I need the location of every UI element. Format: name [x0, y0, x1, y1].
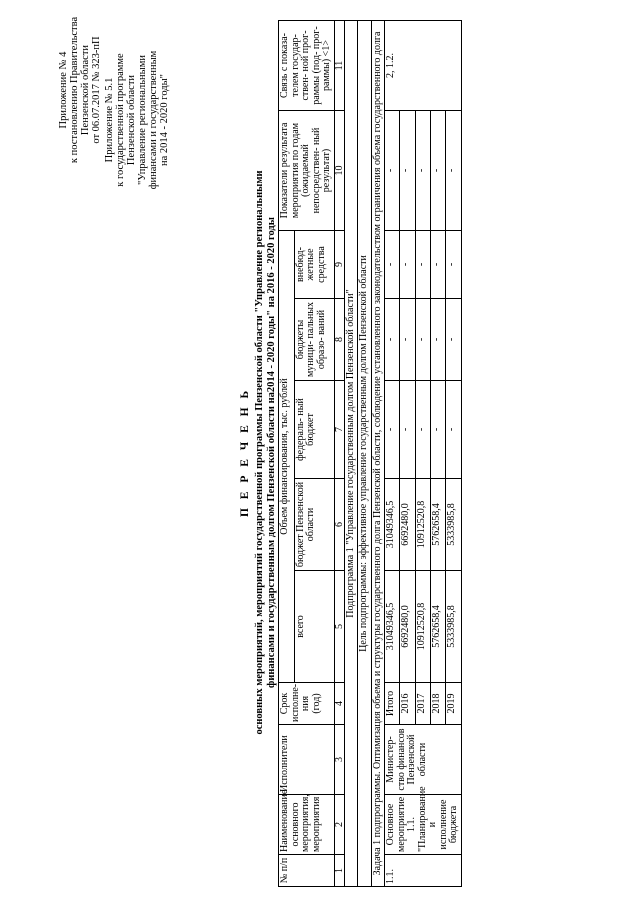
- goal-label: Цель подпрограммы: эффективное управление государственным долгом Пензенской области: [358, 21, 372, 887]
- column-number: 9: [334, 231, 344, 299]
- cell-year: 2019: [446, 683, 461, 725]
- cell-municipal: -: [446, 299, 461, 381]
- cell-extra: -: [385, 231, 400, 299]
- appendix-sub-block: [104, 35, 170, 205]
- appendix-line: Пензенской области: [126, 74, 137, 166]
- header-municipal: бюджеты муници- пальных образо- ваний: [294, 299, 334, 381]
- column-number: 8: [334, 299, 344, 381]
- column-number: 11: [334, 21, 344, 111]
- column-numbers-row: [334, 21, 344, 887]
- cell-regional: 5762658,4: [430, 479, 445, 571]
- appendix-line: "Управление региональными: [137, 55, 148, 185]
- cell-year: 2017: [415, 683, 430, 725]
- header-indicators: Показатели результата мероприятия по годам (ожидаемый непосредствен- ный результат): [279, 111, 335, 231]
- header-name: Наименование основного мероприятия, мероприятия: [279, 795, 335, 855]
- cell-indicator: -: [446, 111, 461, 231]
- cell-year: 2016: [400, 683, 415, 725]
- activities-table: [278, 20, 462, 887]
- activity-name: Основное мероприятие 1.1. "Планирование и исполнение бюджета: [385, 795, 462, 855]
- cell-federal: -: [446, 381, 461, 479]
- appendix-top-block: [58, 15, 102, 165]
- cell-year: Итого: [385, 683, 400, 725]
- cell-municipal: -: [430, 299, 445, 381]
- column-number: 3: [334, 725, 344, 795]
- header-funding: Объем финансирования, тыс. рублей: [279, 231, 295, 683]
- header-num: № п/п: [279, 855, 335, 887]
- column-number: 6: [334, 479, 344, 571]
- column-number: 1: [334, 855, 344, 887]
- cell-federal: -: [430, 381, 445, 479]
- appendix-line: на 2014 - 2020 годы": [159, 74, 170, 166]
- appendix-line: Пензенской области: [80, 44, 91, 136]
- header-extra: внебюд- жетные средства: [294, 231, 334, 299]
- subprogram-row: [344, 21, 358, 887]
- column-number: 10: [334, 111, 344, 231]
- cell-year: 2018: [430, 683, 445, 725]
- title-block: [238, 0, 277, 905]
- header-executor: Исполнители: [279, 725, 335, 795]
- cell-total: 31049346,5: [385, 571, 400, 683]
- header-total: всего: [294, 571, 334, 683]
- column-number: 5: [334, 571, 344, 683]
- appendix-line: Приложение № 4: [58, 51, 69, 129]
- cell-municipal: -: [385, 299, 400, 381]
- appendix-line: к постановлению Правительства: [69, 16, 80, 164]
- header-row: [279, 21, 295, 887]
- column-number: 7: [334, 381, 344, 479]
- appendix-line: к государственной программе: [115, 53, 126, 187]
- appendix-line: финансами и государственным: [148, 50, 159, 190]
- cell-regional: 5333985,8: [446, 479, 461, 571]
- cell-regional: 31049346,5: [385, 479, 400, 571]
- activity-link: 2, 1.2.: [385, 21, 462, 111]
- cell-federal: -: [415, 381, 430, 479]
- subprogram-label: Подпрограмма 1 "Управление государственным долгом Пензенской области": [344, 21, 358, 887]
- document-title: П Е Р Е Ч Е Н Ь: [239, 387, 251, 518]
- header-link: Связь с показа- телем государ- ствен- ной прог- раммы (под- прог- раммы) <1>: [279, 21, 335, 111]
- appendix-line: от 06.07.2017 № 323-пП: [91, 36, 102, 144]
- header-term: Срок исполне- ния (год): [279, 683, 335, 725]
- cell-indicator: -: [415, 111, 430, 231]
- cell-indicator: -: [430, 111, 445, 231]
- cell-regional: 6692480,0: [400, 479, 415, 571]
- task-row: [371, 21, 385, 887]
- cell-municipal: -: [415, 299, 430, 381]
- table-row: [385, 21, 400, 887]
- cell-indicator: -: [400, 111, 415, 231]
- cell-extra: -: [400, 231, 415, 299]
- cell-federal: -: [385, 381, 400, 479]
- cell-extra: -: [430, 231, 445, 299]
- activity-num: 1.1.: [385, 855, 462, 887]
- header-federal: федераль- ный бюджет: [294, 381, 334, 479]
- column-number: 2: [334, 795, 344, 855]
- column-number: 4: [334, 683, 344, 725]
- appendix-line: Приложение № 5.1: [104, 77, 115, 163]
- cell-municipal: -: [400, 299, 415, 381]
- cell-regional: 10912520,8: [415, 479, 430, 571]
- goal-row: [358, 21, 372, 887]
- cell-total: 6692480,0: [400, 571, 415, 683]
- activities-table-wrapper: [278, 21, 462, 887]
- cell-extra: -: [446, 231, 461, 299]
- activity-executor: Министер- ство финансов Пензенской области: [385, 725, 462, 795]
- cell-total: 5762658,4: [430, 571, 445, 683]
- cell-total: 5333985,8: [446, 571, 461, 683]
- task-label: Задача 1 подпрограммы. Оптимизация объема и структуры государственного долга Пензенской области, соблюдение установленного законодательством ограничения объема государственного долга: [371, 21, 385, 887]
- document-subtitle: основных мероприятий, мероприятий государственной программы Пензенской области "Управление региональными финансами и государственным долгом Пензенской области на2014 - 2020 годы" на 2016 - 2020 годы: [254, 170, 277, 735]
- header-regional: бюджет Пензенской области: [294, 479, 334, 571]
- cell-extra: -: [415, 231, 430, 299]
- cell-indicator: -: [385, 111, 400, 231]
- cell-federal: -: [400, 381, 415, 479]
- cell-total: 10912520,8: [415, 571, 430, 683]
